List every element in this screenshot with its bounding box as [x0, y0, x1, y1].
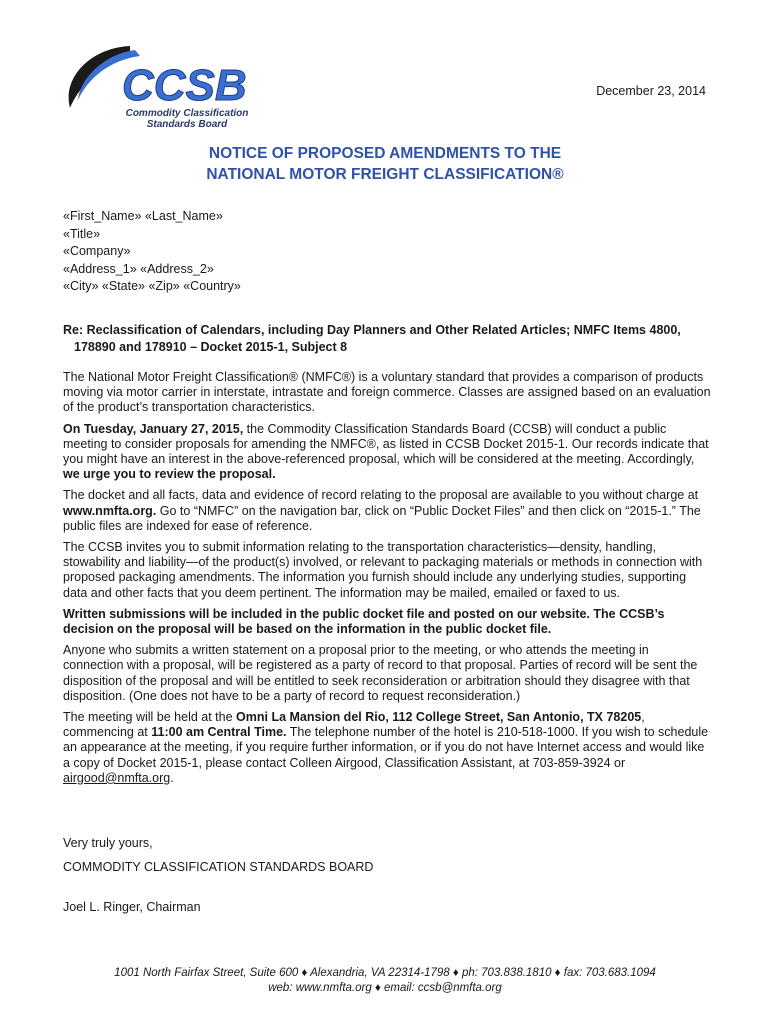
recipient-address: «First_Name» «Last_Name» «Title» «Company» «Address_1» «Address_2» «City» «State» «Zip» «Country» — [63, 209, 241, 293]
email-link[interactable]: airgood@nmfta.org — [63, 770, 171, 785]
paragraph-docket: The docket and all facts, data and evidence of record relating to the proposal are available to you without charge at www.nmfta.org. Go to “NMFC” on the navigation bar, click on “Public Docket Files” and then click on “2015-1.” The public files are indexed for ease of reference. — [63, 488, 701, 533]
salutation: Very truly yours, — [63, 836, 153, 850]
organization-name: COMMODITY CLASSIFICATION STANDARDS BOARD — [63, 860, 374, 874]
letter-date: December 23, 2014 — [596, 84, 706, 98]
paragraph-party-of-record: Anyone who submits a written statement on a proposal prior to the meeting, or who attends the meeting in connection with a proposal, will be registered as a party of record to that proposal. Parties of record will be sent the disposition of the proposal and will be entitled to seek reconsideration or arbitration should they disagree with that disposition. (One does not have to be a party of record to request reconsideration.) — [63, 643, 698, 703]
letter-body — [63, 370, 711, 792]
notice-title: NOTICE OF PROPOSED AMENDMENTS TO THE NATIONAL MOTOR FREIGHT CLASSIFICATION® — [206, 145, 564, 183]
website-link[interactable]: www.nmfta.org. — [63, 503, 157, 518]
signer-name: Joel L. Ringer, Chairman — [63, 900, 201, 914]
footer: 1001 North Fairfax Street, Suite 600 ♦ Alexandria, VA 22314-1798 ♦ ph: 703.838.1810 ♦ fax: 703.683.1094 web: www.nmfta.org ♦ email: ccsb@nmfta.org — [114, 967, 656, 994]
paragraph-intro: The National Motor Freight Classification® (NMFC®) is a voluntary standard that provides a comparison of products moving via motor carrier in interstate, intrastate and foreign commerce. Classes are assigned based on an evaluation of the product’s transportation characteristics. — [63, 370, 711, 415]
paragraph-invitation: The CCSB invites you to submit information relating to the transportation characteristics—density, handling, stowability and liability—of the product(s) involved, or relevant to packaging materials or methods in connection with proposed packaging amendments. The information you furnish should include any underlying studies, supporting data and other facts that you deem pertinent. The information may be mailed, emailed or faxed to us. — [63, 540, 703, 600]
logo-subtitle: Commodity Classification Standards Board — [125, 108, 249, 130]
paragraph-submissions: Written submissions will be included in the public docket file and posted on our website. The CCSB’s decision on the proposal will be based on the information in the public docket file. — [63, 606, 665, 637]
paragraph-meeting-notice: On Tuesday, January 27, 2015, the Commodity Classification Standards Board (CCSB) will conduct a public meeting to consider proposals for amending the NMFC®, as listed in CCSB Docket 2015-1. Our records indicate that you might have an interest in the above-referenced proposal, which will be considered at the meeting. Accordingly, we urge you to review the proposal. — [63, 421, 709, 482]
logo-wordmark: CCSB — [122, 61, 247, 110]
subject-line: Re: Reclassification of Calendars, including Day Planners and Other Related Articles; NMFC Items 4800, 178890 and 178910 – Docket 2015-1, Subject 8 — [63, 323, 681, 354]
paragraph-location: The meeting will be held at the Omni La Mansion del Rio, 112 College Street, San Antonio, TX 78205, commencing at 11:00 am Central Time. The telephone number of the hotel is 210-518-1000. If you wish to schedule an appearance at the meeting, if you require further information, or if you do not have Internet access and would like a copy of Docket 2015-1, please contact Colleen Airgood, Classification Assistant, at 703-859-3924 or airgood@nmfta.org. — [63, 710, 709, 785]
